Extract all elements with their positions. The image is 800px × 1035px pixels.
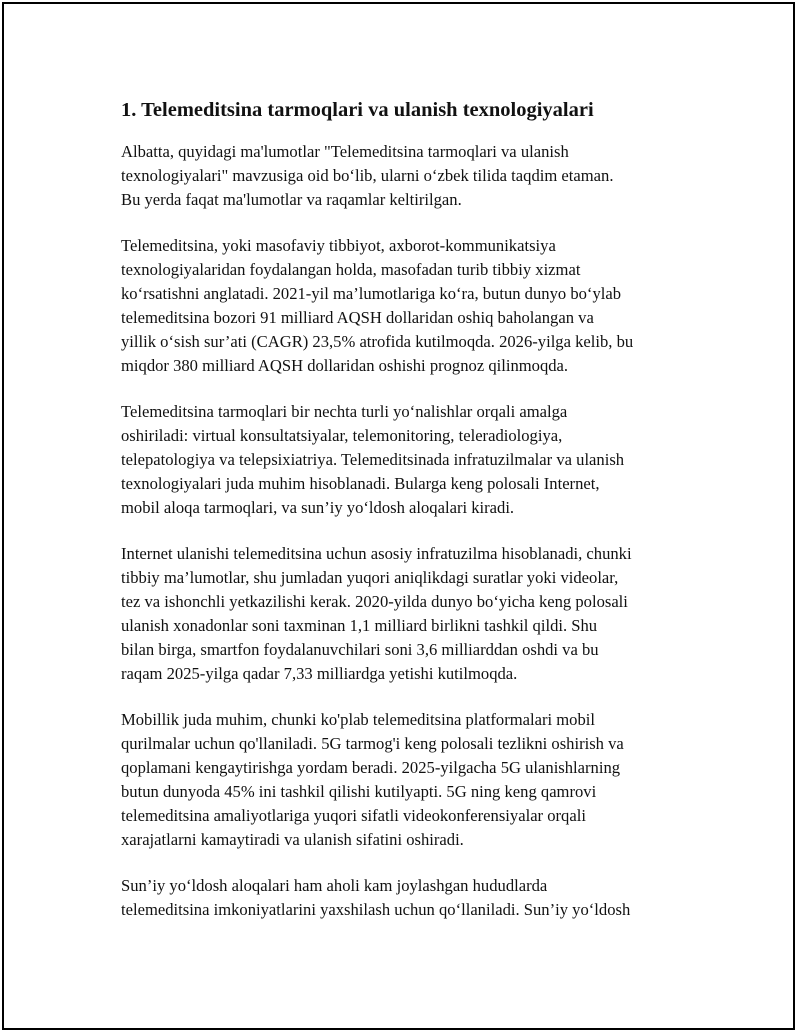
- paragraph-definition: Telemeditsina, yoki masofaviy tibbiyot, axborot-kommunikatsiya texnologiyalaridan foydalangan holda, masofadan turib tibbiy xizmat ko‘rsatishni anglatadi. 2021-yil ma’lumotlariga ko‘ra, butun dunyo bo‘ylab telemeditsina bozori 91 milliard AQSH dollaridan oshiq baholangan va yillik o‘sish sur’ati (CAGR) 23,5% atrofida kutilmoqda. 2026-yilga kelib, bu miqdor 380 milliard AQSH dollaridan oshishi prognoz qilinmoqda.: [121, 236, 634, 375]
- paragraph-intro: Albatta, quyidagi ma'lumotlar "Telemeditsina tarmoqlari va ulanish texnologiyalari" mavzusiga oid bo‘lib, ularni o‘zbek tilida taqdim etaman. Bu yerda faqat ma'lumotlar va raqamlar keltirilgan.: [121, 142, 614, 209]
- paragraph-networks: Telemeditsina tarmoqlari bir nechta turli yo‘nalishlar orqali amalga oshiriladi: virtual konsultatsiyalar, telemonitoring, teleradiologiya, telepatologiya va telepsixiatriya. Telemeditsinada infratuzilmalar va ulanish texnologiyalari juda muhim hisoblanadi. Bularga keng polosali Internet, mobil aloqa tarmoqlari, va sun’iy yo‘ldosh aloqalari kiradi.: [121, 402, 625, 517]
- section-heading: 1. Telemeditsina tarmoqlari va ulanish texnologiyalari: [121, 99, 594, 121]
- paragraph-satellite: Sun’iy yo‘ldosh aloqalari ham aholi kam joylashgan hududlarda telemeditsina imkoniyatlarini yaxshilash uchun qo‘llaniladi. Sun’iy yo‘ldosh: [121, 876, 631, 919]
- paragraph-internet: Internet ulanishi telemeditsina uchun asosiy infratuzilma hisoblanadi, chunki tibbiy ma’lumotlar, shu jumladan yuqori aniqlikdagi suratlar yoki videolar, tez va ishonchli yetkazilishi kerak. 2020-yilda dunyo bo‘yicha keng polosali ulanish xonadonlar soni taxminan 1,1 milliard birlikni tashkil qildi. Shu bilan birga, smartfon foydalanuvchilari soni 3,6 milliarddan oshdi va bu raqam 2025-yilga qadar 7,33 milliardga yetishi kutilmoqda.: [121, 544, 632, 683]
- paragraph-mobility: Mobillik juda muhim, chunki ko'plab telemeditsina platformalari mobil qurilmalar uchun qo'llaniladi. 5G tarmog'i keng polosali tezlikni oshirish va qoplamani kengaytirishga yordam beradi. 2025-yilgacha 5G ulanishlarning butun dunyoda 45% ini tashkil qilishi kutilyapti. 5G ning keng qamrovi telemeditsina amaliyotlariga yuqori sifatli videokonferensiyalar orqali xarajatlarni kamaytiradi va ulanish sifatini oshiradi.: [121, 710, 624, 849]
- page-frame: [2, 2, 795, 1030]
- document-body: [121, 97, 696, 944]
